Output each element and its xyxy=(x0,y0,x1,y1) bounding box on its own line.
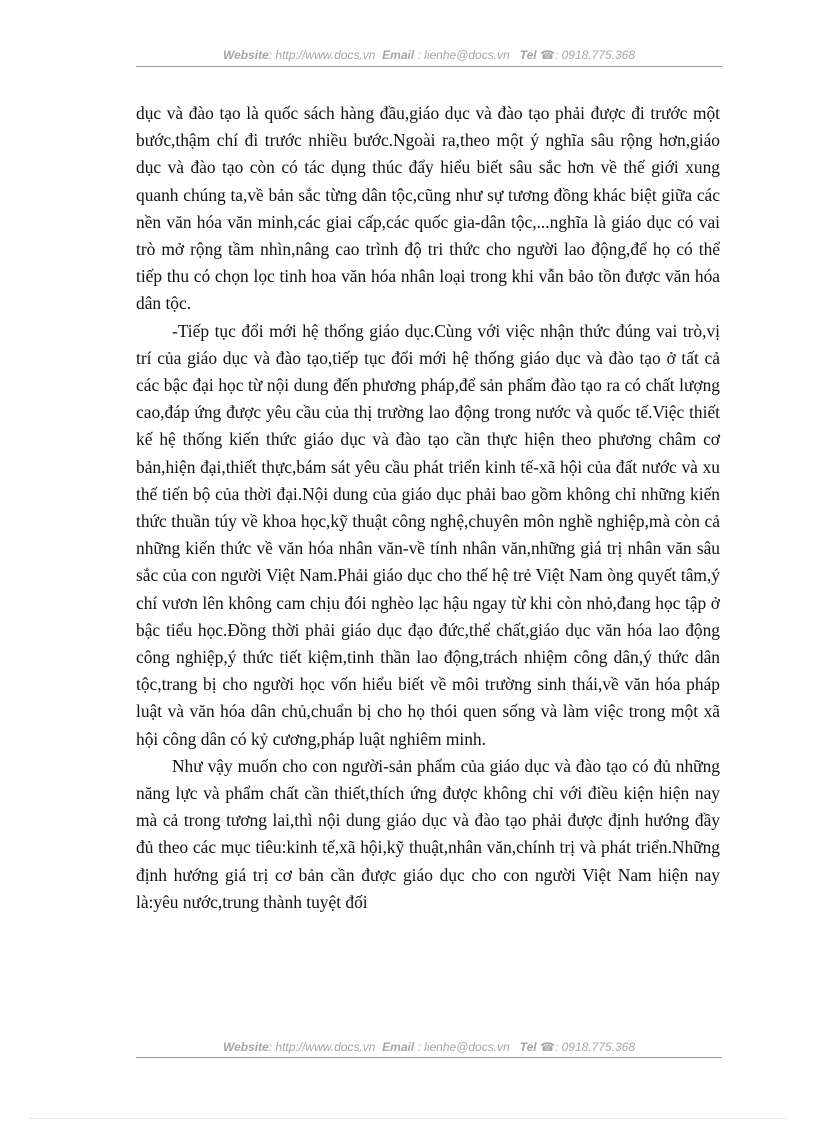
phone-icon: ☎ xyxy=(540,1040,555,1054)
header-website-label: Website xyxy=(222,48,269,62)
footer-website-label: Website xyxy=(222,1040,269,1054)
paragraph-3: Như vậy muốn cho con người-sản phẩm của giáo dục và đào tạo có đủ những năng lực và phẩm chất cần thiết,thích ứng được không chỉ với điều kiện hiện nay mà cả trong tương lai,thì nội dung giáo dục và đào tạo phải được định hướng đầy đủ theo các mục tiêu:kinh tế,xã hội,kỹ thuật,nhân văn,chính trị và phát triển.Những định hướng giá trị cơ bản cần được giáo dục cho con người Việt Nam hiện nay là:yêu nước,trung thành tuyệt đối xyxy=(136,755,720,912)
header-email-label: Email xyxy=(382,48,415,62)
footer-tel-value: : 0918.775.368 xyxy=(554,1040,636,1054)
header-divider xyxy=(136,66,722,67)
footer-email-value: : lienhe@docs.vn xyxy=(417,1040,510,1054)
page-header xyxy=(136,48,722,62)
phone-icon: ☎ xyxy=(540,48,555,62)
document-body xyxy=(136,100,720,916)
paragraph-2: -Tiếp tục đổi mới hệ thống giáo dục.Cùng với việc nhận thức đúng vai trò,vị trí của giáo dục và đào tạo,tiếp tục đổi mới hệ thống giáo dục và đào tạo ở tất cả các bậc đại học từ nội dung đến phương pháp,để sản phẩm đào tạo ra có chất lượng cao,đáp ứng được yêu cầu của thị trường lao động trong nước và quốc tế.Việc thiết kế hệ thống kiến thức giáo dục và đào tạo cần thực hiện theo phương châm cơ bản,hiện đại,thiết thực,bám sát yêu cầu phát triển kinh tế-xã hội của đất nước và xu thế tiến bộ của thời đại.Nội dung của giáo dục phải bao gồm không chỉ những kiến thức thuần túy về khoa học,kỹ thuật công nghệ,chuyên môn nghề nghiệp,mà còn cả những kiến thức về văn hóa nhân văn-về tính nhân văn,những giá trị nhân văn sâu sắc của con người Việt Nam.Phải giáo dục cho thế hệ trẻ Việt Nam òng quyết tâm,ý chí vươn lên không cam chịu đói nghèo lạc hậu ngay từ khi còn nhỏ,đang học tập ở bậc tiểu học.Đồng thời phải giáo dục đạo đức,thể chất,giáo dục văn hóa lao động công nghiệp,ý thức tiết kiệm,tinh thần lao động,trách nhiệm công dân,ý thức dân tộc,trang bị cho người học vốn hiểu biết về môi trường sinh thái,về văn hóa pháp luật và văn hóa dân chủ,chuẩn bị cho họ thói quen sống và làm việc trong một xã hội công dân có kỷ cương,pháp luật nghiêm minh. xyxy=(136,320,720,749)
paragraph-1: dục và đào tạo là quốc sách hàng đầu,giáo dục và đào tạo phải được đi trước một bước,thậm chí đi trước nhiều bước.Ngoài ra,theo một ý nghĩa sâu rộng hơn,giáo dục và đào tạo còn có tác dụng thúc đẩy hiểu biết sâu sắc hơn về thế giới xung quanh chúng ta,về bản sắc từng dân tộc,cũng như sự tương đồng khác biệt giữa các nền văn hóa văn minh,các giai cấp,các quốc gia-dân tộc,...nghĩa là giáo dục có vai trò mở rộng tầm nhìn,nâng cao trình độ tri thức cho người lao động,để họ có thể tiếp thu có chọn lọc tinh hoa văn hóa nhân loại trong khi vẫn bảo tồn được văn hóa dân tộc. xyxy=(136,103,720,314)
footer-email-label: Email xyxy=(382,1040,415,1054)
footer-website-value: : http://www.docs.vn xyxy=(268,1040,376,1054)
header-email-value: : lienhe@docs.vn xyxy=(417,48,510,62)
footer-tel-label: Tel xyxy=(519,1040,537,1054)
header-website-value: : http://www.docs.vn xyxy=(268,48,376,62)
footer-divider xyxy=(136,1057,722,1058)
page-footer xyxy=(136,1040,722,1054)
header-tel-label: Tel xyxy=(519,48,537,62)
page-edge-dotted-line xyxy=(30,1118,786,1119)
header-tel-value: : 0918.775.368 xyxy=(554,48,636,62)
